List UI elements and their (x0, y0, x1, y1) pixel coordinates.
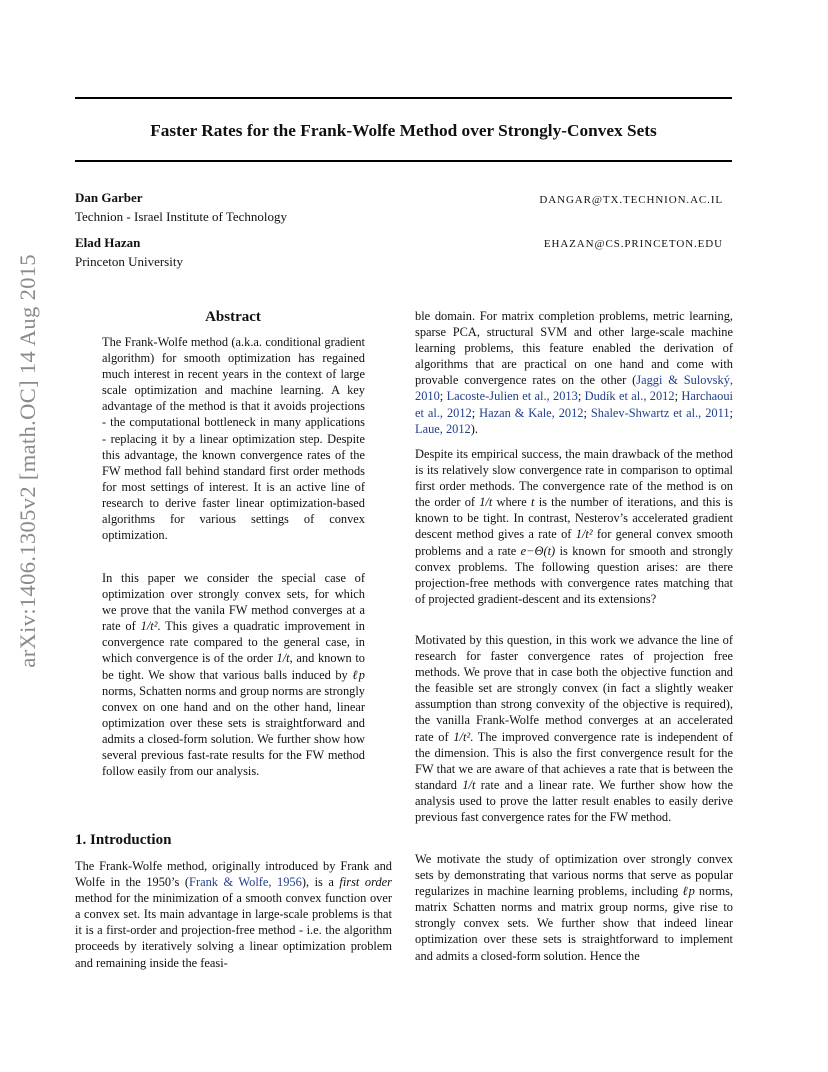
citation-link[interactable]: Hazan & Kale, 2012 (479, 405, 584, 420)
math-t: t (531, 495, 535, 510)
math-exp-rate: e−Θ(t) (520, 543, 556, 558)
intro-paragraph-2: Despite its empirical success, the main drawback of the method is its relatively slow convergence rate in comparison to optimal first order methods. The convergence rate of the method is on the order of 1/t where t is the number of iterations, and this is known to be tight. In contrast, Nesterov’s accelerated gradient descent method gives a rate of 1/t² for general convex smooth problems and a rate e−Θ(t) is known for smooth and strongly convex problems. The following question arises: are there projection-free methods with convergence rates matching that of projected gradient-descent and its extensions? (415, 447, 733, 606)
math-1-over-t-squared: 1/t² (453, 729, 471, 744)
author-name-2: Elad Hazan (75, 235, 141, 250)
abstract-paragraph-1: The Frank-Wolfe method (a.k.a. conditional gradient algorithm) for smooth optimization has regained much interest in recent years in the context of large scale optimization and machine learning. A key advantage of the method is that it avoids projections - the computational bottleneck in many applications - replacing it by a linear optimization step. Despite this advantage, the known convergence rates of the FW method fall behind standard first order methods for most settings of interest. It is an active line of research to derive faster linear optimization-based algorithms for various settings of convex optimization. (102, 335, 365, 543)
citation-link[interactable]: Jaggi & Sulovský, 2010 (415, 373, 733, 404)
math-1-over-t: 1/t (479, 495, 493, 510)
math-rate-1-over-t-squared: 1/t² (140, 619, 158, 634)
citation-link[interactable]: Frank & Wolfe, 1956 (189, 875, 302, 890)
math-1-over-t-squared: 1/t² (575, 527, 593, 542)
intro-paragraph-1: The Frank-Wolfe method, originally introduced by Frank and Wolfe in the 1950’s (Frank & Wolfe, 1956), is a first order method for the minimization of a smooth convex function over a convex set. Its main advantage in large-scale problems is that it is a first-order and projection-free method - i.e. the algorithm proceeds by iteratively solving a linear optimization problem and remaining inside the feasi- (75, 859, 392, 970)
math-1-over-t: 1/t (462, 777, 476, 792)
citation-link[interactable]: Laue, 2012 (415, 421, 471, 436)
math-lp: ℓp (352, 667, 365, 682)
title-rule-top (75, 97, 732, 99)
arxiv-stamp (8, 253, 48, 668)
citation-link[interactable]: Lacoste-Julien et al., 2013 (446, 389, 578, 404)
author-affiliation-1: Technion - Israel Institute of Technology (75, 209, 288, 224)
intro-paragraph-1-continued: ble domain. For matrix completion problems, metric learning, sparse PCA, structural SVM and other large-scale machine learning problems, this feature enabled the derivation of algorithms that are practical on one hand and come with provable convergence rates on the other (Jaggi & Sulovský, 2010; Lacoste-Julien et al., 2013; Dudík et al., 2012; Harchaoui et al., 2012; Hazan & Kale, 2012; Shalev-Shwartz et al., 2011; Laue, 2012). (415, 309, 733, 436)
arxiv-id: arXiv:1406.1305v2 [math.OC] 14 Aug 2015 (15, 253, 40, 668)
citation-link[interactable]: Harchaoui et al., 2012 (415, 389, 733, 420)
introduction-heading: 1. Introduction (75, 832, 172, 848)
intro-paragraph-4: We motivate the study of optimization over strongly convex sets by demonstrating that various norms that serve as popular regularizes in machine learning problems, including ℓp norms, matrix Schatten norms and matrix group norms, give rise to strongly convex sets. We further show that indeed linear optimization over these sets is straightforward to implement and admits a closed-form solution. Hence the (415, 852, 734, 963)
author-email-1: DANGAR@TX.TECHNION.AC.IL (539, 194, 723, 206)
citation-link[interactable]: Dudík et al., 2012 (584, 389, 675, 404)
intro-paragraph-3: Motivated by this question, in this work we advance the line of research for faster convergence rates of projection free methods. We prove that in case both the objective function and the feasible set are strongly convex (in fact a slightly weaker assumption than strong convexity of the objective is required), the vanilla Frank-Wolfe method converges at an accelerated rate of 1/t². The improved convergence rate is independent of the dimension. This is also the first convergence result for the FW that we are aware of that achieves a rate that is between the standard 1/t rate and a linear rate. We further show how the analysis used to prove the latter result enables to easily derive previous fast convergence rates for the FW method. (415, 633, 733, 825)
abstract-heading: Abstract (205, 309, 261, 325)
author-email-2: EHAZAN@CS.PRINCETON.EDU (543, 238, 723, 250)
paper-title: Faster Rates for the Frank-Wolfe Method over Strongly-Convex Sets (150, 121, 657, 140)
math-order-1-over-t: 1/t (276, 651, 290, 666)
title-rule-bottom (75, 160, 732, 162)
math-lp: ℓp (682, 884, 695, 899)
author-name-1: Dan Garber (75, 190, 143, 205)
citation-link[interactable]: Shalev-Shwartz et al., 2011 (590, 405, 730, 420)
abstract-paragraph-2: In this paper we consider the special case of optimization over strongly convex sets, for which we prove that the vanila FW method converges at a rate of 1/t². This gives a quadratic improvement in convergence rate compared to the general case, in which convergence is of the order 1/t, and known to be tight. We show that various balls induced by ℓp norms, Schatten norms and group norms are strongly convex on one hand and on the other hand, linear optimization over these sets is straightforward and admits a closed-form solution. We further show how several previous fast-rate results for the FW method follow easily from our analysis. (102, 571, 366, 779)
author-affiliation-2: Princeton University (75, 254, 183, 269)
